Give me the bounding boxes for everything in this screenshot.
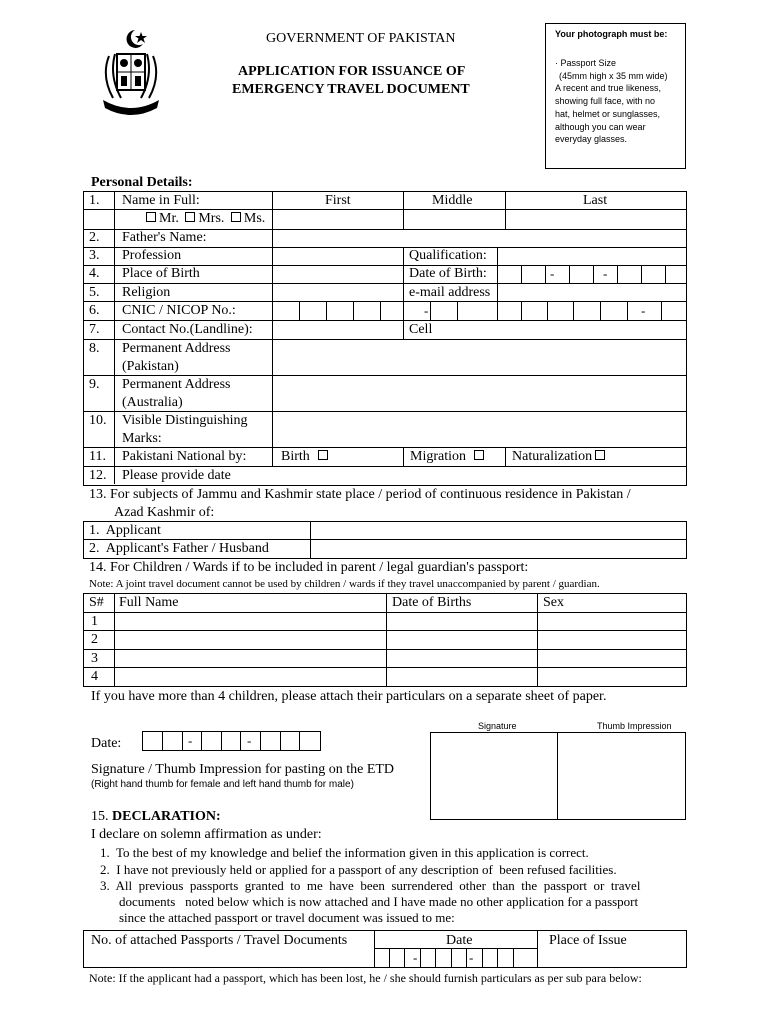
option-naturalization[interactable]: Naturalization bbox=[512, 448, 608, 466]
row-num: 5. bbox=[89, 285, 100, 300]
children-col-name: Full Name bbox=[119, 595, 179, 610]
kashmir-text-2: Azad Kashmir of: bbox=[114, 505, 215, 520]
label-father: Father's Name: bbox=[122, 230, 207, 245]
row-num: 11. bbox=[89, 449, 106, 464]
cnic-dash-2: - bbox=[641, 303, 646, 318]
label-qualification: Qualification: bbox=[409, 248, 487, 263]
photo-instructions: · Passport Size (45mm high x 35 mm wide) A recent and true likeness, showing full face, with no hat, helmet or sunglasses, although you can wear everyday glasses. bbox=[555, 58, 668, 145]
declaration-item-3b: documents noted below which is now attached and I have made no other application for a passport bbox=[119, 894, 639, 909]
option-migration[interactable]: Migration bbox=[410, 448, 487, 466]
declaration-heading: 15. DECLARATION: bbox=[91, 809, 221, 824]
passport-date-dash-2: - bbox=[469, 950, 474, 965]
signature-label: Signature bbox=[478, 721, 517, 731]
lost-passport-note: Note: If the applicant had a passport, which has been lost, he / she should furnish particulars as per sub para below: bbox=[89, 971, 642, 985]
row-num: 3. bbox=[89, 248, 100, 263]
row-num: 6. bbox=[89, 303, 100, 318]
label-address-au: Permanent Address (Australia) bbox=[122, 377, 231, 410]
col-first: First bbox=[325, 193, 351, 208]
label-landline: Contact No.(Landline): bbox=[122, 322, 253, 337]
date-dash-1: - bbox=[188, 733, 193, 748]
salutation-options[interactable]: Mr. Mrs. Ms. bbox=[143, 210, 265, 228]
signature-thumb-box[interactable] bbox=[430, 732, 686, 820]
label-address-pk: Permanent Address (Pakistan) bbox=[122, 341, 231, 374]
table-row: 4 bbox=[91, 669, 98, 684]
dob-dash-1: - bbox=[550, 266, 555, 281]
label-religion: Religion bbox=[122, 285, 171, 300]
label-provide-date: Please provide date bbox=[122, 468, 231, 483]
row-num: 12. bbox=[89, 468, 107, 483]
children-note: Note: A joint travel document cannot be used by children / wards if they travel unaccompanied by parent / guardian. bbox=[89, 578, 600, 590]
thumb-label: Thumb Impression bbox=[597, 721, 672, 731]
label-profession: Profession bbox=[122, 248, 182, 263]
col-passports: No. of attached Passports / Travel Documents bbox=[91, 933, 348, 948]
label-dob: Date of Birth: bbox=[409, 266, 487, 281]
label-email: e-mail address bbox=[409, 285, 491, 300]
date-label: Date: bbox=[91, 736, 122, 751]
row-num: 7. bbox=[89, 322, 100, 337]
declaration-item-1: 1. To the best of my knowledge and belief the information given in this application is correct. bbox=[100, 845, 589, 860]
cnic-dash-1: - bbox=[424, 303, 429, 318]
checkbox-migration[interactable] bbox=[474, 450, 484, 460]
row-num: 9. bbox=[89, 377, 100, 392]
kashmir-text-1: 13. For subjects of Jammu and Kashmir state place / period of continuous residence in Pakistan / bbox=[89, 487, 631, 502]
label-cell: Cell bbox=[409, 322, 433, 337]
passport-date-dash-1: - bbox=[413, 950, 418, 965]
date-field[interactable] bbox=[142, 731, 321, 751]
row-num: 2. bbox=[89, 230, 100, 245]
col-place-of-issue: Place of Issue bbox=[549, 933, 627, 948]
col-date: Date bbox=[446, 933, 473, 948]
label-cnic: CNIC / NICOP No.: bbox=[122, 303, 236, 318]
children-heading: 14. For Children / Wards if to be included in parent / legal guardian's passport: bbox=[89, 560, 529, 575]
label-national: Pakistani National by: bbox=[122, 449, 247, 464]
date-dash-2: - bbox=[247, 733, 252, 748]
children-col-sex: Sex bbox=[543, 595, 564, 610]
row-num: 1. bbox=[89, 193, 100, 208]
declaration-item-3: 3. All previous passports granted to me have been surrendered other than the passport or travel bbox=[100, 878, 641, 893]
children-col-dob: Date of Births bbox=[392, 595, 472, 610]
row-num: 10. bbox=[89, 413, 107, 428]
table-row: 3 bbox=[91, 651, 98, 666]
col-last: Last bbox=[583, 193, 608, 208]
government-title: GOVERNMENT OF PAKISTAN bbox=[266, 31, 456, 46]
declaration-item-2: 2. I have not previously held or applied for a passport of any description of been refused facilities. bbox=[100, 862, 617, 877]
table-row: 1 bbox=[91, 614, 98, 629]
checkbox-naturalization[interactable] bbox=[595, 450, 605, 460]
dob-dash-2: - bbox=[603, 266, 608, 281]
checkbox-birth[interactable] bbox=[318, 450, 328, 460]
col-middle: Middle bbox=[432, 193, 473, 208]
etd-thumb-note: (Right hand thumb for female and left hand thumb for male) bbox=[91, 779, 354, 790]
personal-details-heading: Personal Details: bbox=[91, 175, 193, 190]
checkbox-mr[interactable] bbox=[146, 212, 156, 222]
label-marks: Visible Distinguishing Marks: bbox=[122, 413, 248, 446]
state-emblem-icon bbox=[95, 26, 167, 120]
checkbox-ms[interactable] bbox=[231, 212, 241, 222]
etd-signature-line: Signature / Thumb Impression for pasting on the ETD bbox=[91, 762, 395, 777]
kashmir-applicant: 1. Applicant bbox=[89, 523, 161, 538]
declaration-item-3c: since the attached passport or travel document was issued to me: bbox=[119, 910, 455, 925]
declaration-intro: I declare on solemn affirmation as under: bbox=[91, 827, 322, 842]
photo-heading: Your photograph must be: bbox=[555, 29, 668, 39]
form-title-line2: EMERGENCY TRAVEL DOCUMENT bbox=[232, 82, 470, 97]
children-col-sno: S# bbox=[89, 595, 104, 610]
label-place-of-birth: Place of Birth bbox=[122, 266, 200, 281]
row-num: 4. bbox=[89, 266, 100, 281]
row-num: 8. bbox=[89, 341, 100, 356]
option-birth[interactable]: Birth bbox=[281, 448, 331, 466]
checkbox-mrs[interactable] bbox=[185, 212, 195, 222]
table-row: 2 bbox=[91, 632, 98, 647]
form-title-line1: APPLICATION FOR ISSUANCE OF bbox=[238, 64, 466, 79]
children-after-note: If you have more than 4 children, please attach their particulars on a separate sheet of paper. bbox=[91, 689, 607, 704]
label-name: Name in Full: bbox=[122, 193, 200, 208]
kashmir-father: 2. Applicant's Father / Husband bbox=[89, 541, 269, 556]
